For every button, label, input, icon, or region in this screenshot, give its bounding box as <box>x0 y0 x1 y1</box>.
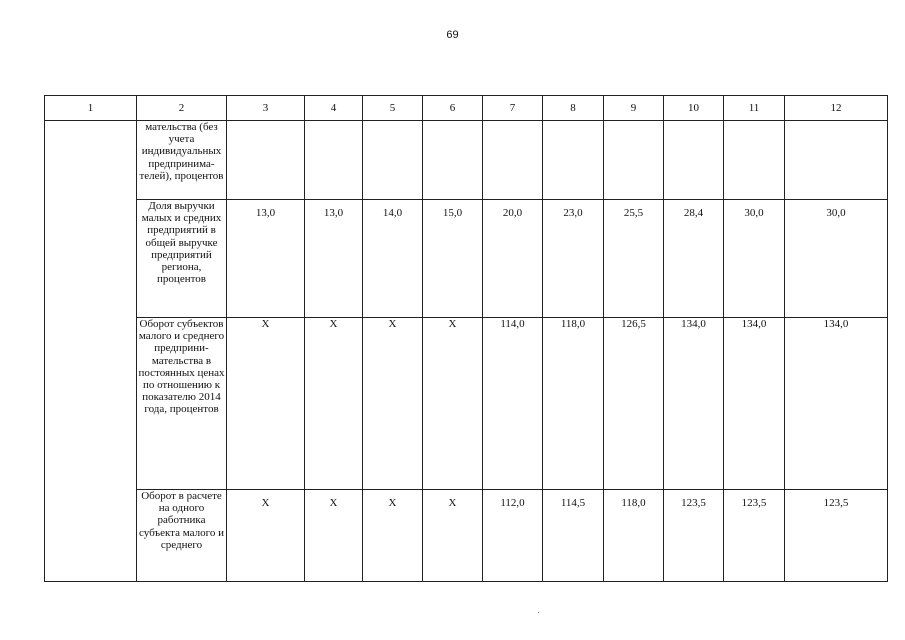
value-cell: 123,5 <box>724 490 785 582</box>
value-cell: 114,5 <box>543 490 604 582</box>
table-row <box>45 200 888 318</box>
column-header: 7 <box>483 96 543 121</box>
column-header: 11 <box>724 96 785 121</box>
value-cell: 123,5 <box>664 490 724 582</box>
value-cell: 126,5 <box>604 318 664 490</box>
value-cell: 13,0 <box>305 200 363 318</box>
column-header: 2 <box>137 96 227 121</box>
value-cell: X <box>305 318 363 490</box>
indicator-table <box>44 95 888 582</box>
indicator-cell: Оборот в расчете на одного работника субъекта малого и среднего <box>137 490 227 582</box>
value-cell: X <box>423 318 483 490</box>
column-header: 4 <box>305 96 363 121</box>
table-row <box>45 490 888 582</box>
value-cell: 118,0 <box>604 490 664 582</box>
value-cell: 23,0 <box>543 200 604 318</box>
value-cell: X <box>227 318 305 490</box>
column-header: 9 <box>604 96 664 121</box>
column-header: 1 <box>45 96 137 121</box>
table-row <box>45 121 888 200</box>
value-cell: 112,0 <box>483 490 543 582</box>
page-number: 69 <box>446 29 459 41</box>
value-cell: 134,0 <box>724 318 785 490</box>
value-cell: 28,4 <box>664 200 724 318</box>
value-cell: 123,5 <box>785 490 888 582</box>
scan-speck <box>538 612 539 613</box>
value-cell: 15,0 <box>423 200 483 318</box>
value-cell: X <box>305 490 363 582</box>
value-cell <box>305 121 363 200</box>
indicator-cell: Оборот субъектов малого и среднего предприни-мательства в постоянных ценах по отношению к показателю 2014 года, процентов <box>137 318 227 490</box>
value-cell: X <box>423 490 483 582</box>
value-cell: 20,0 <box>483 200 543 318</box>
value-cell: 14,0 <box>363 200 423 318</box>
value-cell: 134,0 <box>785 318 888 490</box>
value-cell: 25,5 <box>604 200 664 318</box>
table-row <box>45 318 888 490</box>
value-cell <box>227 121 305 200</box>
column-header: 8 <box>543 96 604 121</box>
value-cell <box>724 121 785 200</box>
value-cell <box>604 121 664 200</box>
row-group-cell <box>45 121 137 582</box>
value-cell <box>423 121 483 200</box>
value-cell: X <box>363 490 423 582</box>
value-cell: 30,0 <box>724 200 785 318</box>
indicator-cell: мательства (без учета индивидуальных предпринима-телей), процентов <box>137 121 227 200</box>
value-cell <box>483 121 543 200</box>
value-cell <box>543 121 604 200</box>
value-cell: 118,0 <box>543 318 604 490</box>
value-cell: X <box>227 490 305 582</box>
column-header: 10 <box>664 96 724 121</box>
column-header: 5 <box>363 96 423 121</box>
column-header: 3 <box>227 96 305 121</box>
value-cell: 114,0 <box>483 318 543 490</box>
column-header: 6 <box>423 96 483 121</box>
value-cell: 134,0 <box>664 318 724 490</box>
value-cell: 30,0 <box>785 200 888 318</box>
indicator-cell: Доля выручки малых и средних предприятий в общей выручке предприятий региона, процентов <box>137 200 227 318</box>
value-cell: X <box>363 318 423 490</box>
column-header: 12 <box>785 96 888 121</box>
value-cell <box>664 121 724 200</box>
value-cell <box>785 121 888 200</box>
value-cell: 13,0 <box>227 200 305 318</box>
value-cell <box>363 121 423 200</box>
table-header-row <box>45 96 888 121</box>
